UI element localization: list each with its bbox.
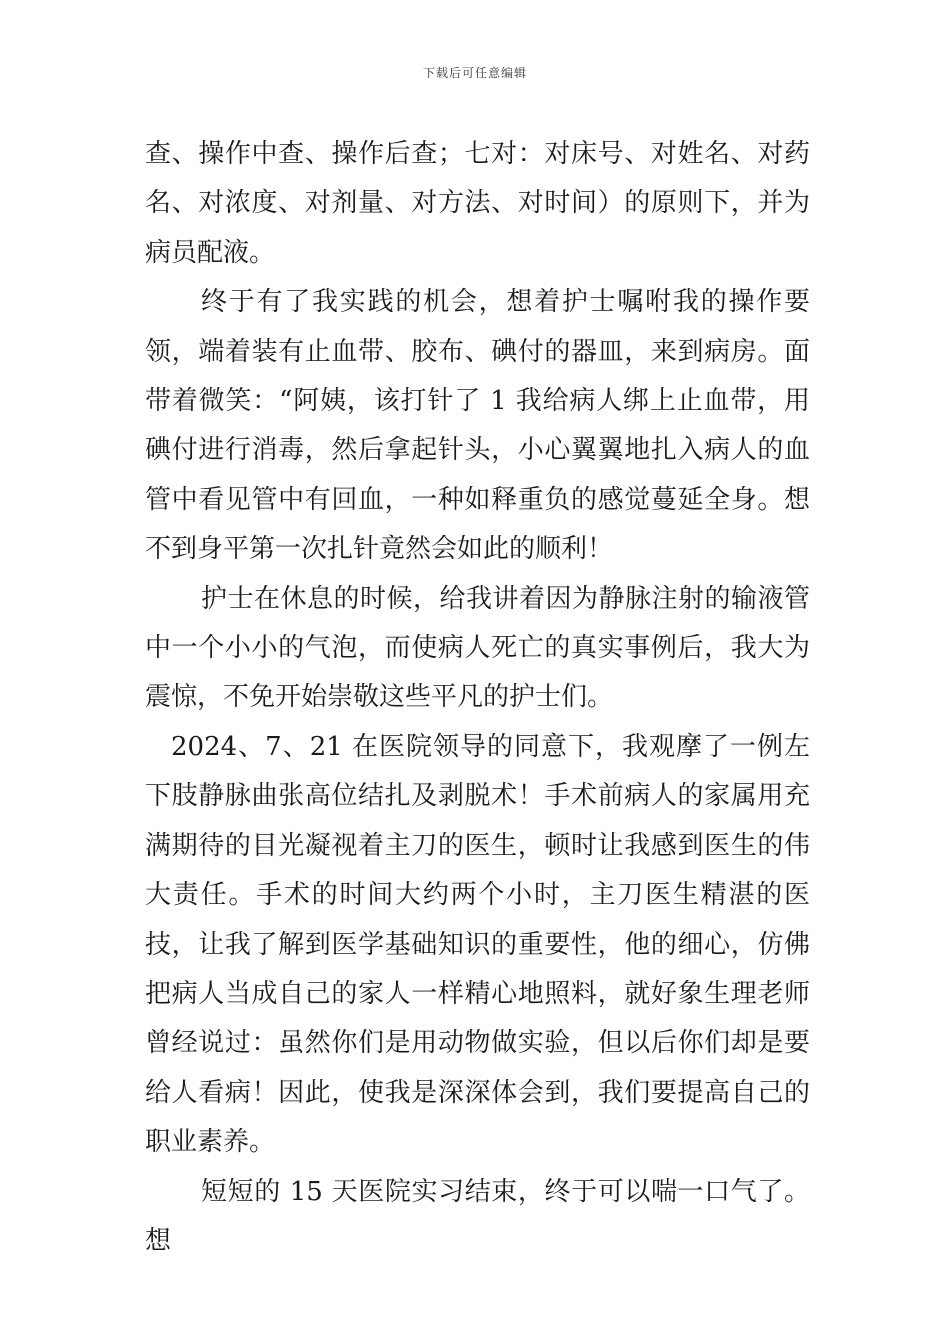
document-body xyxy=(145,130,810,1266)
paragraph-checks: 查、操作中查、操作后查；七对：对床号、对姓名、对药名、对浓度、对剂量、对方法、对时间）的原则下，并为病员配液。 xyxy=(145,139,810,268)
page-header: 下载后可任意编辑 xyxy=(422,66,527,80)
paragraph-nurse-story: 护士在休息的时候，给我讲着因为静脉注射的输液管中一个小小的气泡，而使病人死亡的真实事例后，我大为震惊，不免开始崇敬这些平凡的护士们。 xyxy=(145,583,810,713)
paragraph-conclusion: 短短的 15 天医院实习结束，终于可以喘一口气了。想 xyxy=(145,1176,810,1256)
paragraph-first-injection: 终于有了我实践的机会，想着护士嘱咐我的操作要领，端着装有止血带、胶布、碘付的器皿，来到病房。面带着微笑：“阿姨，该打针了 1 我给病人绑上止血带，用碘付进行消毒，然后拿起针头，小心翼翼地扎入病人的血管中看见管中有回血，一种如释重负的感觉蔓延全身。想不到身平第一次扎针竟然会如此的顺利！ xyxy=(145,287,810,565)
paragraph-surgery: 2024、7、21 在医院领导的同意下，我观摩了一例左下肢静脉曲张高位结扎及剥脱术！手术前病人的家属用充满期待的目光凝视着主刀的医生，顿时让我感到医生的伟大责任。手术的时间大约两个小时，主刀医生精湛的医技，让我了解到医学基础知识的重要性，他的细心，仿佛把病人当成自己的家人一样精心地照料，就好象生理老师曾经说过：虽然你们是用动物做实验，但以后你们却是要给人看病！因此，使我是深深体会到，我们要提高自己的职业素养。 xyxy=(145,731,810,1158)
